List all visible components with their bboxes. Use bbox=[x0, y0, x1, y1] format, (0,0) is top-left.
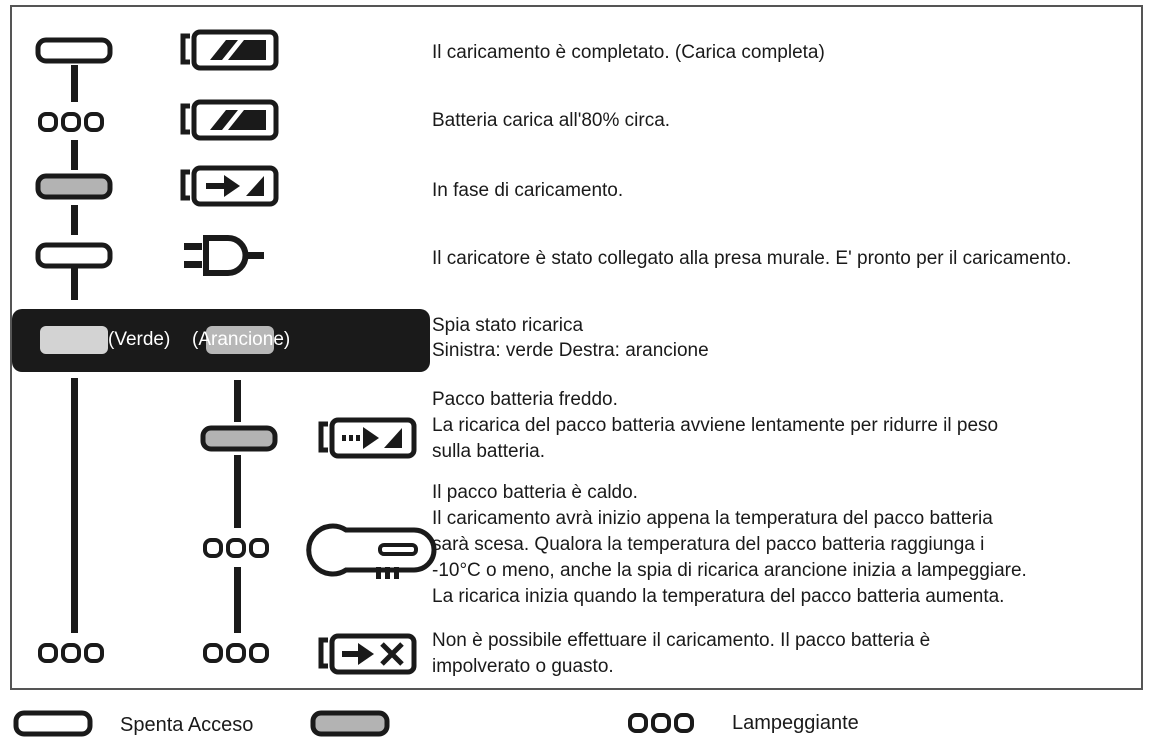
bar-subtitle: Sinistra: verde Destra: arancione bbox=[432, 340, 709, 361]
row-80-text: Batteria carica all'80% circa. bbox=[432, 110, 671, 131]
fault-line-2: impolverato o guasto. bbox=[432, 656, 614, 677]
legend-off-swatch bbox=[16, 713, 90, 734]
green-label: (Verde) bbox=[108, 329, 171, 350]
legend-blinking-label: Lampeggiante bbox=[732, 712, 859, 734]
row-connected-text: Il caricatore è stato collegato alla presa murale. E' pronto per il caricamento. bbox=[432, 248, 1072, 269]
legend-on-swatch bbox=[313, 713, 387, 734]
battery-80-icon bbox=[183, 102, 276, 138]
indicator-blinking bbox=[40, 645, 102, 661]
orange-label: (Arancione) bbox=[192, 329, 291, 350]
legend-off-on-label: Spenta Acceso bbox=[120, 714, 254, 736]
hot-line-5: La ricarica inizia quando la temperatura del pacco batteria aumenta. bbox=[432, 586, 1005, 607]
row-full-text: Il caricamento è completato. (Carica completa) bbox=[432, 42, 825, 63]
cold-line-3: sulla batteria. bbox=[432, 441, 546, 462]
thermometer-hot-icon bbox=[309, 526, 434, 579]
indicator-on bbox=[203, 428, 275, 449]
fault-line-1: Non è possibile effettuare il caricamento. Il pacco batteria è bbox=[432, 630, 931, 651]
bar-title: Spia stato ricarica bbox=[432, 315, 584, 336]
battery-full-icon bbox=[183, 32, 276, 68]
indicator-blinking bbox=[40, 114, 102, 130]
indicator-on bbox=[38, 176, 110, 197]
plug-icon bbox=[184, 238, 264, 273]
hot-line-3: sarà scesa. Qualora la temperatura del pacco batteria raggiunga i bbox=[432, 534, 985, 555]
battery-cold-icon bbox=[321, 420, 414, 456]
battery-error-icon bbox=[321, 636, 414, 672]
legend-blinking-swatch bbox=[630, 715, 692, 731]
indicator-connector-right bbox=[234, 380, 241, 633]
hot-line-4: -10°C o meno, anche la spia di ricarica arancione inizia a lampeggiare. bbox=[432, 560, 1027, 581]
indicator-blinking bbox=[205, 645, 267, 661]
green-light-swatch bbox=[40, 326, 108, 354]
indicator-off bbox=[38, 40, 110, 61]
cold-line-2: La ricarica del pacco batteria avviene lentamente per ridurre il peso bbox=[432, 415, 999, 436]
indicator-blinking bbox=[205, 540, 267, 556]
cold-line-1: Pacco batteria freddo. bbox=[432, 389, 618, 410]
indicator-off bbox=[38, 245, 110, 266]
hot-line-1: Il pacco batteria è caldo. bbox=[432, 482, 638, 503]
hot-line-2: Il caricamento avrà inizio appena la temperatura del pacco batteria bbox=[432, 508, 993, 529]
battery-charging-icon bbox=[183, 168, 276, 204]
row-charging-text: In fase di caricamento. bbox=[432, 180, 624, 201]
